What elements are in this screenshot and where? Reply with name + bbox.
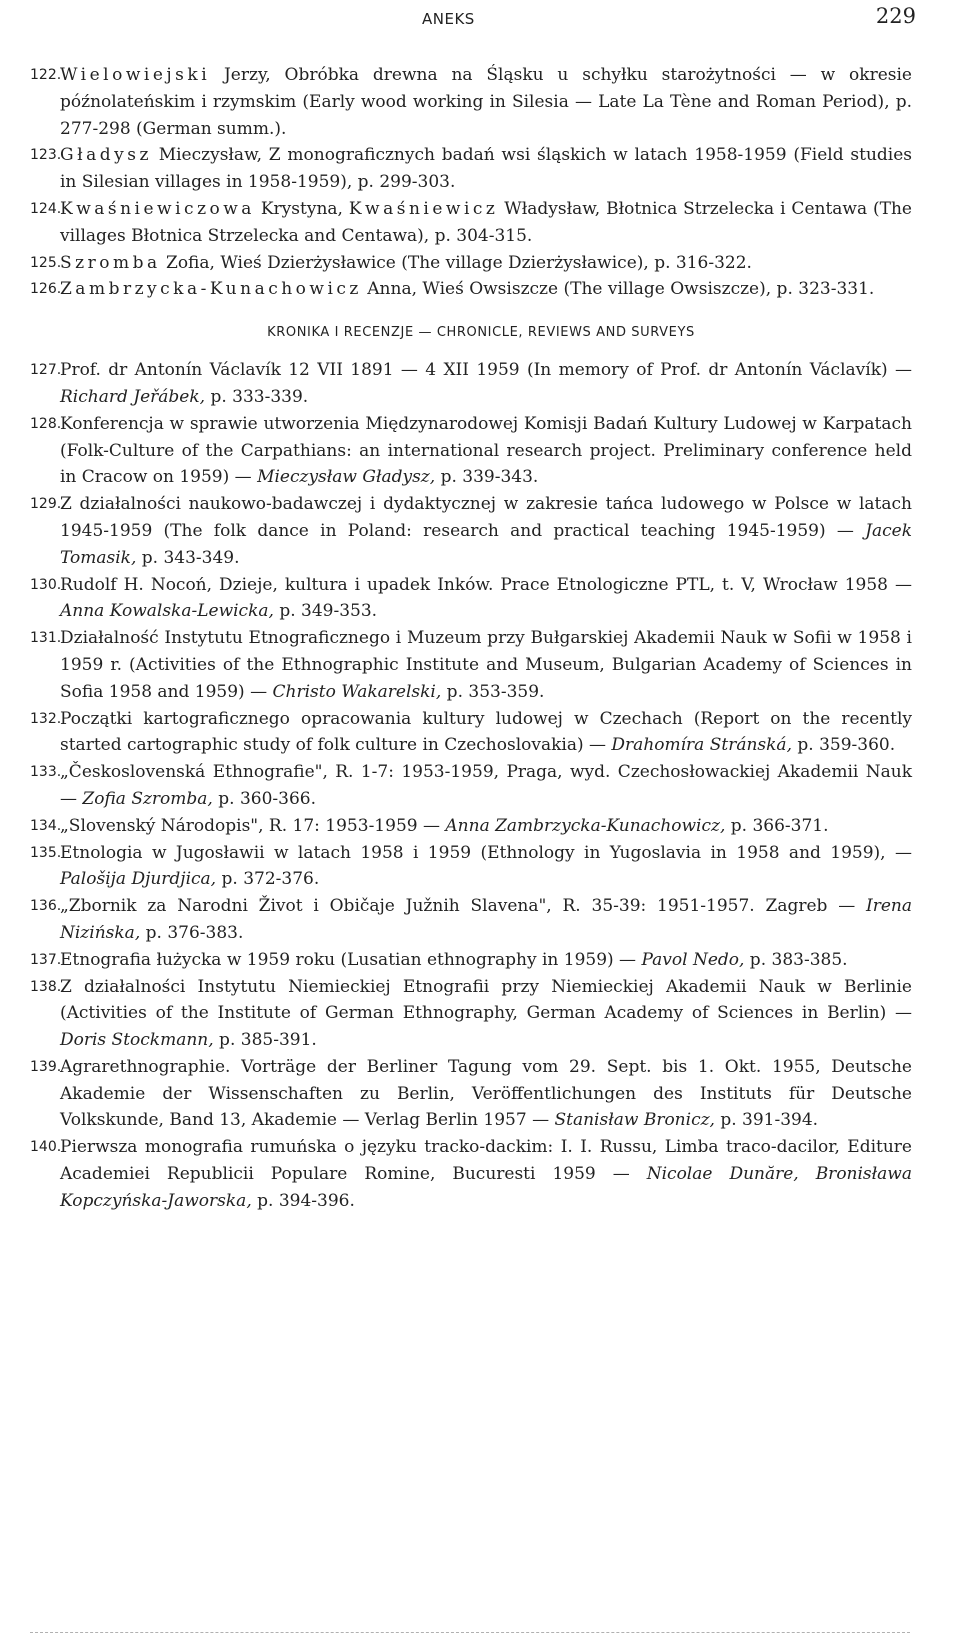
entry-text: Etnologia w Jugosławii w latach 1958 i 1959 (Ethnology in Yugoslavia in 1958 and 1959), — bbox=[60, 842, 912, 863]
entry-number: 135. bbox=[30, 844, 62, 861]
entry-127 bbox=[30, 357, 912, 411]
entry-author: Szromba bbox=[60, 252, 161, 273]
entry-text: Etnografia łużycka w 1959 roku (Lusatian ethnography in 1959) — bbox=[60, 949, 642, 970]
entry-128 bbox=[30, 411, 912, 491]
entry-124 bbox=[30, 196, 912, 250]
reviewer-name: Mieczysław Gładysz, bbox=[257, 467, 436, 488]
entry-130 bbox=[30, 572, 912, 626]
entry-pages: p. 353-359. bbox=[441, 681, 545, 702]
entry-123 bbox=[30, 142, 912, 196]
reviewer-name: Anna Kowalska-Lewicka, bbox=[60, 601, 274, 622]
entry-text: Działalność Instytutu Etnograficznego i Muzeum przy Bułgarskiej Akademii Nauk w Sofii w 1958 i 1959 r. (Activities of the Ethnographic Institute and Museum, Bulgarian Academy of Sciences in Sofia 1958 and 1959) — bbox=[60, 628, 912, 702]
entry-140 bbox=[30, 1134, 912, 1214]
entry-125 bbox=[30, 250, 912, 277]
entry-number: 129. bbox=[30, 496, 62, 513]
entry-number: 137. bbox=[30, 951, 62, 968]
entry-138 bbox=[30, 974, 912, 1054]
entry-129 bbox=[30, 491, 912, 571]
running-head bbox=[0, 4, 960, 34]
reviewer-name: Palošija Djurdjica, bbox=[60, 869, 217, 890]
entry-pages: p. 372-376. bbox=[216, 869, 320, 890]
entry-number: 127. bbox=[30, 362, 62, 379]
entry-132 bbox=[30, 706, 912, 760]
entry-number: 122. bbox=[30, 67, 62, 83]
entry-pages: p. 339-343. bbox=[435, 467, 539, 488]
entry-author-2: Kwaśniewicz bbox=[348, 198, 499, 219]
reviewer-name: Christo Wakarelski, bbox=[272, 681, 442, 702]
entry-131 bbox=[30, 625, 912, 705]
entry-text: Prof. dr Antonín Václavík 12 VII 1891 — 4 XII 1959 (In memory of Prof. dr Antonín Václavík) — bbox=[60, 360, 912, 381]
entry-text-2: Władysław, Błotnica Strzelecka i Centawa (The villages Błotnica Strzelecka and Centawa), p. 304-315. bbox=[60, 198, 912, 246]
entry-number: 139. bbox=[30, 1058, 62, 1075]
reviewer-name: Drahomíra Stránská, bbox=[611, 735, 792, 756]
reviewer-name: Richard Jeřábek, bbox=[60, 386, 206, 407]
entry-text: „Zbornik za Narodni Život i Običaje Južnih Slavena", R. 35-39: 1951-1957. Zagreb — bbox=[60, 896, 866, 917]
entry-number: 123. bbox=[30, 147, 62, 164]
reviewer-name: Pavol Nedo, bbox=[641, 949, 745, 970]
scan-artifact-line bbox=[30, 1632, 910, 1633]
entry-text: Zofia, Wieś Dzierżysławice (The village Dzierżysławice), p. 316-322. bbox=[160, 252, 752, 273]
entry-pages: p. 359-360. bbox=[791, 735, 896, 756]
reviewer-name: Anna Zambrzycka-Kunachowicz, bbox=[445, 815, 726, 836]
reviewer-name: Nicolae Dunăre, Bronisława Kopczyńska-Jaworska, bbox=[60, 1164, 912, 1211]
section-heading: KRONIKA I RECENZJE — CHRONICLE, REVIEWS AND SURVEYS bbox=[267, 325, 695, 341]
entry-pages: p. 366-371. bbox=[725, 815, 829, 836]
running-title: ANEKS bbox=[422, 10, 475, 28]
entry-139 bbox=[30, 1054, 912, 1134]
entry-pages: p. 394-396. bbox=[251, 1190, 355, 1211]
entry-text: Agrarethnographie. Vorträge der Berliner Tagung vom 29. Sept. bis 1. Okt. 1955, Deutsche Akademie der Wissenschaften zu Berlin, Veröffentlichungen des Instituts für Deutsche Volkskunde, Band 13, Akademie — Verlag Berlin 1957 — bbox=[60, 1056, 912, 1131]
entry-number: 136. bbox=[30, 898, 62, 915]
entry-number: 132. bbox=[30, 710, 62, 727]
entry-133 bbox=[30, 759, 912, 813]
reviewer-name: Irena Nizińska, bbox=[60, 896, 912, 943]
entry-number: 124. bbox=[30, 200, 62, 217]
entry-author: Zambrzycka-Kunachowicz bbox=[60, 279, 362, 300]
entry-number: 140. bbox=[30, 1139, 62, 1156]
page-number: 229 bbox=[875, 4, 916, 28]
entry-author: Wielowiejski bbox=[60, 65, 211, 85]
entry-text: „Slovenský Národopis", R. 17: 1953-1959 — bbox=[60, 815, 446, 836]
entry-author: Gładysz bbox=[60, 145, 152, 166]
entry-pages: p. 391-394. bbox=[714, 1110, 819, 1131]
entry-text: Z działalności Instytutu Niemieckiej Etnografii przy Niemieckiej Akademii Nauk w Berlinie (Activities of the Institute of German Ethnography, German Academy of Sciences in Berlin) — bbox=[60, 976, 912, 1024]
reviewer-name: Stanisław Bronicz, bbox=[554, 1110, 715, 1131]
reviewer-name: Jacek Tomasik, bbox=[60, 520, 912, 568]
reviewer-name: Doris Stockmann, bbox=[60, 1030, 214, 1051]
entry-number: 126. bbox=[30, 281, 62, 298]
entry-text: Z działalności naukowo-badawczej i dydaktycznej w zakresie tańca ludowego w Polsce w latach 1945-1959 (The folk dance in Poland: research and practical teaching 1945-1959) — bbox=[60, 494, 912, 541]
entry-text: Pierwsza monografia rumuńska o języku tracko-dackim: I. I. Russu, Limba traco-dacilor, Editure Academiei Republicii Populare Romine, Bucuresti 1959 — bbox=[60, 1137, 912, 1185]
entry-text: Rudolf H. Nocoń, Dzieje, kultura i upadek Inków. Prace Etnologiczne PTL, t. V, Wrocław 1958 — bbox=[60, 574, 912, 595]
entry-text: Mieczysław, Z monograficznych badań wsi śląskich w latach 1958-1959 (Field studies in Silesian villages in 1958-1959), p. 299-303. bbox=[60, 145, 912, 193]
entry-number: 138. bbox=[30, 978, 62, 995]
entry-text: Konferencja w sprawie utworzenia Międzynarodowej Komisji Badań Kultury Ludowej w Karpatach (Folk-Culture of the Carpathians: an international research project. Preliminary conference held in Cracow on 1959) — bbox=[60, 413, 912, 488]
entry-pages: p. 349-353. bbox=[273, 601, 378, 622]
entry-pages: p. 360-366. bbox=[212, 788, 316, 809]
entry-text: Jerzy, Obróbka drewna na Śląsku u schyłku starożytności — w okresie późnolateńskim i rzymskim (Early wood working in Silesia — Late La Tène and Roman Period), p. 277-298 (German summ.). bbox=[60, 65, 912, 139]
entry-text: „Československá Ethnografie", R. 1-7: 1953-1959, Praga, wyd. Czechosłowackiej Akademii Nauk — bbox=[60, 762, 912, 809]
entry-number: 131. bbox=[30, 630, 62, 647]
entry-134 bbox=[30, 813, 912, 840]
entry-text: Krystyna, bbox=[254, 198, 349, 219]
entry-number: 128. bbox=[30, 415, 62, 432]
entry-text: Początki kartograficznego opracowania kultury ludowej w Czechach (Report on the recently started cartographic study of folk culture in Czechoslovakia) — bbox=[60, 708, 912, 756]
entry-number: 134. bbox=[30, 817, 62, 834]
entry-pages: p. 385-391. bbox=[213, 1030, 317, 1051]
reviewer-name: Zofia Szromba, bbox=[82, 788, 213, 809]
entry-author: Kwaśniewiczowa bbox=[60, 198, 255, 219]
entry-pages: p. 333-339. bbox=[205, 386, 309, 407]
entry-pages: p. 383-385. bbox=[744, 949, 848, 970]
entry-text: Anna, Wieś Owsiszcze (The village Owsiszcze), p. 323-331. bbox=[361, 279, 875, 300]
entry-137 bbox=[30, 947, 912, 974]
entry-126 bbox=[30, 276, 912, 303]
entry-list bbox=[30, 62, 912, 1215]
entry-136 bbox=[30, 893, 912, 947]
entry-pages: p. 376-383. bbox=[140, 922, 244, 943]
entry-135 bbox=[30, 840, 912, 894]
entry-pages: p. 343-349. bbox=[136, 547, 240, 568]
entry-number: 130. bbox=[30, 576, 62, 593]
entry-number: 125. bbox=[30, 254, 62, 271]
entry-number: 133. bbox=[30, 764, 62, 781]
entry-122 bbox=[30, 62, 912, 142]
